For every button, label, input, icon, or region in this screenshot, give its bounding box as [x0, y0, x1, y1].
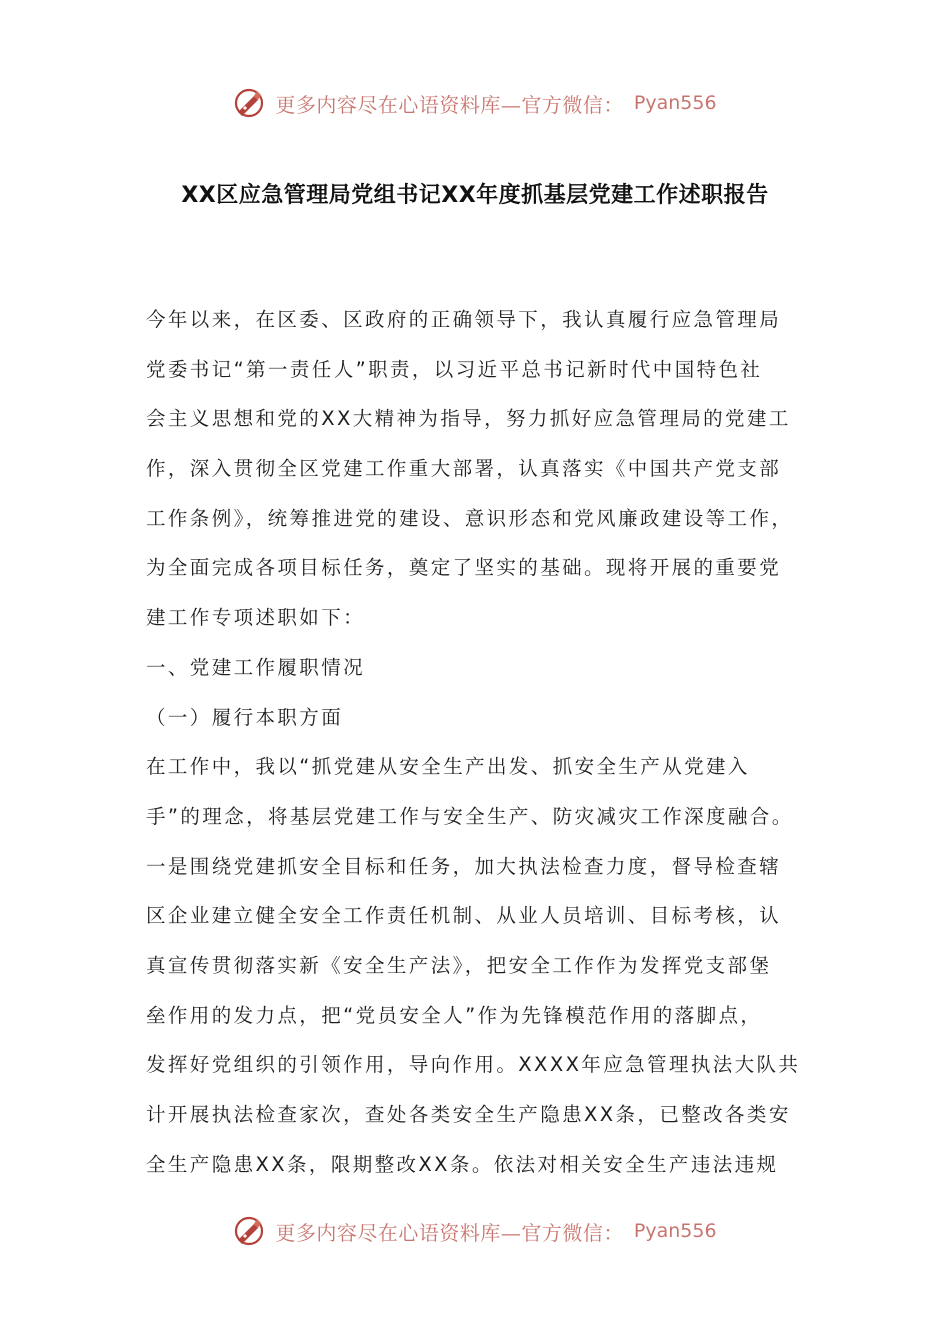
section-heading: 一、党建工作履职情况: [146, 655, 366, 679]
pen-nib-icon: [233, 1215, 265, 1247]
body-line: 一是围绕党建抓安全目标和任务，加大执法检查力度，督导检查辖: [146, 854, 782, 878]
watermark-banner-bottom: [0, 1209, 950, 1253]
body-line: 发挥好党组织的引领作用，导向作用。XXXX年应急管理执法大队共: [146, 1053, 801, 1077]
body-line: 手”的理念，将基层党建工作与安全生产、防灾减灾工作深度融合。: [146, 804, 794, 828]
body-line: 工作条例》，统筹推进党的建设、意识形态和党风廉政建设等工作，: [146, 506, 794, 530]
pen-nib-icon: [233, 87, 265, 119]
body-line: 真宣传贯彻落实新《安全生产法》，把安全工作作为发挥党支部堡: [146, 953, 772, 977]
subsection-heading: （一）履行本职方面: [146, 705, 344, 729]
body-line: 垒作用的发力点，把“党员安全人”作为先锋模范作用的落脚点，: [146, 1003, 763, 1027]
body-line: 全生产隐患XX条，限期整改XX条。依法对相关安全生产违法违规: [146, 1152, 779, 1176]
body-line: 今年以来，在区委、区政府的正确领导下，我认真履行应急管理局: [146, 308, 782, 331]
watermark-slogan: 更多内容尽在心语资料库—官方微信：: [275, 92, 624, 117]
document-body: [146, 295, 826, 1189]
body-line: 党委书记“第一责任人”职责，以习近平总书记新时代中国特色社: [146, 357, 763, 381]
body-line: 为全面完成各项目标任务，奠定了坚实的基础。现将开展的重要党: [146, 556, 782, 580]
document-title: XX区应急管理局党组书记XX年度抓基层党建工作述职报告: [181, 183, 769, 208]
body-line: 建工作专项述职如下：: [146, 606, 366, 630]
body-line: 会主义思想和党的XX大精神为指导，努力抓好应急管理局的党建工: [146, 407, 791, 431]
body-line: 作，深入贯彻全区党建工作重大部署，认真落实《中国共产党支部: [146, 457, 782, 481]
watermark-slogan: 更多内容尽在心语资料库—官方微信：: [275, 1220, 624, 1245]
body-line: 在工作中，我以“抓党建从安全生产出发、抓安全生产从党建入: [146, 755, 750, 779]
body-line: 区企业建立健全安全工作责任机制、从业人员培训、目标考核，认: [146, 904, 782, 928]
body-line: 计开展执法检查家次，查处各类安全生产隐患XX条，已整改各类安: [146, 1103, 791, 1126]
watermark-banner-top: [0, 81, 950, 125]
watermark-wechat-id: Pyan556: [633, 92, 717, 114]
watermark-wechat-id: Pyan556: [633, 1220, 717, 1242]
